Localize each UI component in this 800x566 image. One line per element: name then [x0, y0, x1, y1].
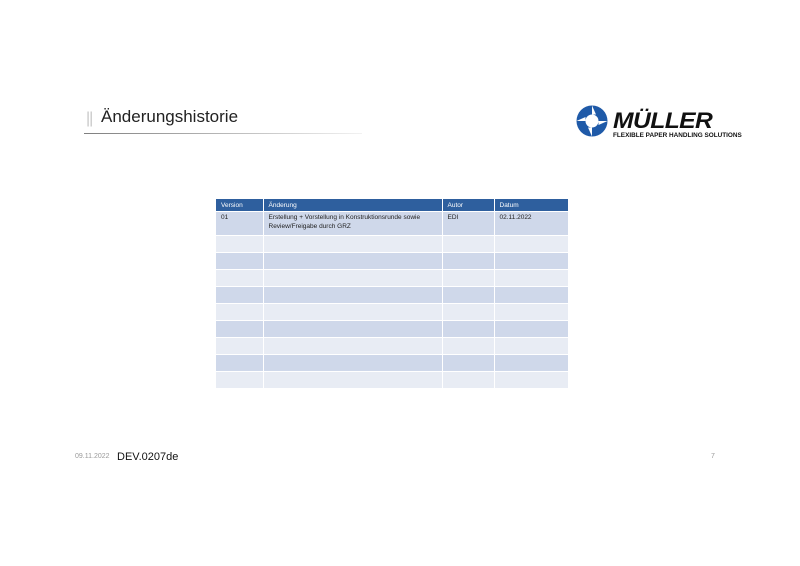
table-row [216, 287, 568, 304]
logo-wordmark: MÜLLER [613, 108, 713, 133]
logo-mark-icon [575, 104, 609, 138]
table-row [216, 338, 568, 355]
cell-date [494, 236, 568, 253]
column-header-version: Version [216, 199, 263, 212]
cell-change [263, 372, 442, 389]
column-header-change: Änderung [263, 199, 442, 212]
title-underline [84, 133, 362, 134]
title-divider-bars: || [86, 110, 93, 127]
page-title: Änderungshistorie [101, 107, 239, 126]
cell-date [494, 355, 568, 372]
cell-version: 01 [216, 212, 263, 236]
cell-date [494, 253, 568, 270]
cell-change [263, 236, 442, 253]
cell-author [442, 355, 494, 372]
cell-version [216, 253, 263, 270]
cell-change [263, 321, 442, 338]
logo-tagline: FLEXIBLE PAPER HANDLING SOLUTIONS [613, 132, 742, 139]
table-row [216, 355, 568, 372]
cell-version [216, 270, 263, 287]
table-header-row [216, 199, 568, 212]
cell-date [494, 287, 568, 304]
cell-version [216, 372, 263, 389]
table-row [216, 304, 568, 321]
cell-date [494, 372, 568, 389]
cell-date [494, 270, 568, 287]
cell-version [216, 321, 263, 338]
cell-change [263, 338, 442, 355]
footer-date: 09.11.2022 [75, 453, 110, 460]
cell-date: 02.11.2022 [494, 212, 568, 236]
footer-document-id: DEV.0207de [117, 451, 179, 463]
table-row [216, 236, 568, 253]
cell-author: EDI [442, 212, 494, 236]
cell-version [216, 287, 263, 304]
table-row [216, 321, 568, 338]
cell-version [216, 236, 263, 253]
table-row [216, 270, 568, 287]
cell-author [442, 372, 494, 389]
cell-change [263, 355, 442, 372]
cell-version [216, 355, 263, 372]
cell-author [442, 236, 494, 253]
cell-author [442, 270, 494, 287]
page-number: 7 [711, 453, 715, 460]
cell-date [494, 304, 568, 321]
cell-change [263, 304, 442, 321]
table-row [216, 253, 568, 270]
column-header-author: Autor [442, 199, 494, 212]
cell-author [442, 253, 494, 270]
cell-change [263, 287, 442, 304]
cell-date [494, 338, 568, 355]
cell-author [442, 304, 494, 321]
table-row [216, 212, 568, 236]
cell-author [442, 338, 494, 355]
column-header-date: Datum [494, 199, 568, 212]
cell-change [263, 270, 442, 287]
company-logo [575, 104, 742, 144]
cell-date [494, 321, 568, 338]
cell-author [442, 321, 494, 338]
cell-change: Erstellung + Vorstellung in Konstruktionsrunde sowie Review/Freigabe durch GRZ [263, 212, 442, 236]
change-history-table [216, 199, 568, 388]
cell-change [263, 253, 442, 270]
cell-version [216, 338, 263, 355]
cell-author [442, 287, 494, 304]
table-row [216, 372, 568, 389]
cell-version [216, 304, 263, 321]
